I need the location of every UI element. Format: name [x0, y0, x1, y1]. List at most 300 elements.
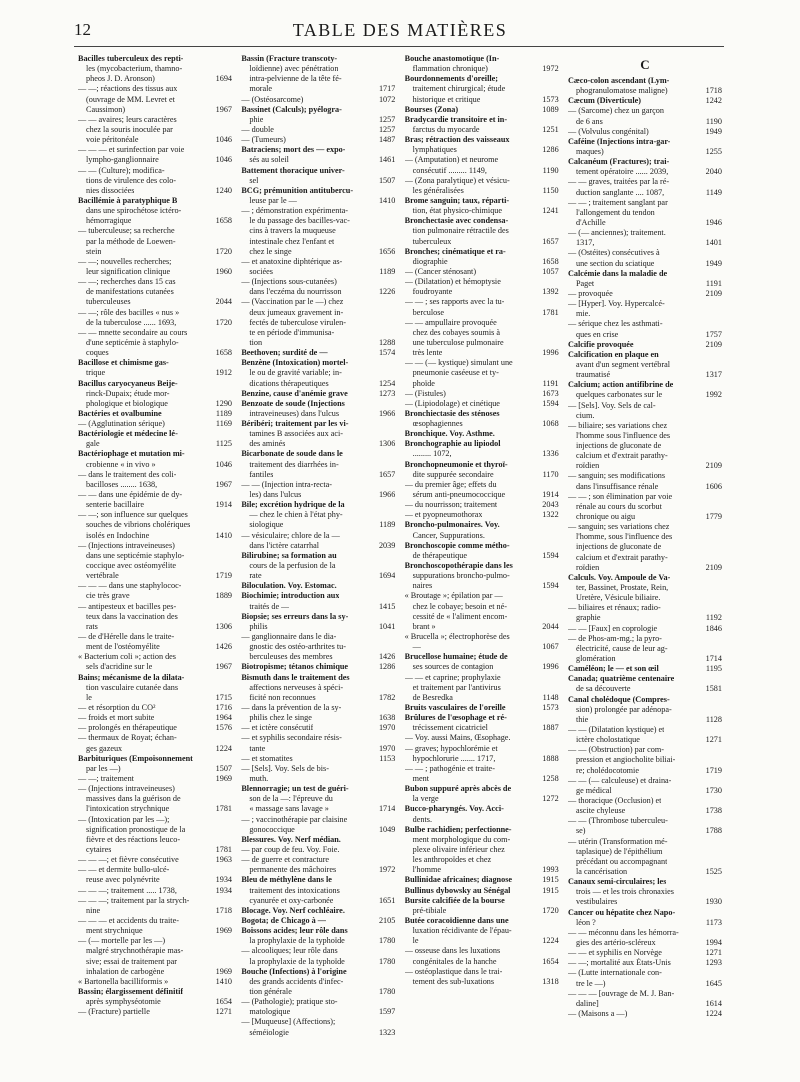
index-entry-text: tre le —) — [575, 978, 606, 988]
index-entry-text: stein — [86, 246, 102, 256]
index-entry-line — [568, 340, 722, 350]
index-entry-text: — [Sels]. Voy. Sels de cal- — [567, 400, 656, 410]
index-entry-text: malgré strychnothérapie mas- — [86, 946, 184, 956]
index-entry-text: — ostéoplastique dans le trai- — [404, 966, 503, 976]
index-entry-line — [405, 206, 559, 216]
index-entry-text: les anthropoïdes et chez — [412, 855, 492, 865]
index-entry-line — [568, 461, 722, 471]
index-entry-line — [241, 946, 395, 956]
index-entry-line — [241, 602, 395, 612]
index-page-ref: 1257 — [378, 114, 396, 124]
index-entry-line — [241, 460, 395, 470]
index-page-ref: 1271 — [705, 735, 722, 745]
index-entry-line — [241, 815, 395, 825]
index-entry-line — [405, 906, 559, 916]
index-page-ref: 1251 — [542, 124, 559, 134]
index-entry-line — [568, 96, 722, 106]
index-entry-text: — et syphilis secondaire résis- — [241, 733, 342, 743]
index-page-ref: 1757 — [705, 329, 722, 339]
index-entry-line — [568, 269, 722, 279]
index-entry-text: ment de l'ostéomyélite — [86, 642, 160, 652]
index-entry-text: — — [Faux] en coprologie — [567, 623, 658, 633]
index-page-ref: 1694 — [215, 74, 232, 84]
index-page-ref: 1525 — [705, 866, 722, 876]
index-entry-text: — — (Thrombose tuberculeu- — [567, 816, 668, 826]
index-entry-line — [241, 277, 395, 287]
index-entry-line — [405, 74, 559, 84]
index-entry-text: Blessures. Voy. Nerf médian. — [241, 834, 341, 844]
index-entry-text: l'intoxication strychnique — [86, 804, 170, 814]
index-entry-line — [241, 429, 395, 439]
index-entry-text: — — (Culture); modifica- — [78, 165, 165, 175]
index-entry-text: ictère cholostatique — [575, 735, 640, 745]
index-page-ref: 1915 — [542, 875, 559, 885]
index-entry-line — [568, 999, 722, 1009]
index-entry-line — [78, 1007, 232, 1017]
index-entry-line — [405, 196, 559, 206]
index-entry-text: Canada; quatrième centenaire — [567, 674, 675, 684]
index-entry-line — [241, 216, 395, 226]
index-entry-line — [568, 603, 722, 613]
index-entry-text: Bacillose et chimisme gas- — [78, 358, 169, 368]
index-entry-text: « Bacterium coli »; action des — [78, 652, 176, 662]
index-page-ref: 1242 — [705, 96, 722, 106]
index-entry-line — [568, 208, 722, 218]
index-page-ref: 1192 — [705, 613, 722, 623]
index-entry-line — [405, 348, 559, 358]
index-entry-text: chez le cobaye; besoin et né- — [412, 601, 507, 611]
index-entry-line — [78, 358, 232, 368]
index-entry-text: Calcium; action antifibrine de — [567, 380, 674, 390]
index-entry-line — [78, 936, 232, 946]
index-entry-line — [78, 642, 232, 652]
index-entry-text: reuse avec polynévrite — [86, 875, 160, 885]
index-page-ref: 1573 — [542, 94, 559, 104]
index-page-ref: 1967 — [215, 479, 232, 489]
index-entry-text: — et pyopneumothorax — [404, 510, 483, 520]
index-page-ref: 1286 — [542, 145, 559, 155]
index-page-ref: 1049 — [378, 824, 396, 834]
index-page-ref: 1125 — [215, 439, 232, 449]
index-entry-line — [568, 451, 722, 461]
index-entry-line — [568, 695, 722, 705]
index-entry-line — [568, 573, 722, 583]
index-page-ref: 1654 — [215, 997, 232, 1007]
index-entry-text: Boissons acides; leur rôle dans — [241, 926, 348, 936]
index-page-ref: 1426 — [215, 642, 232, 652]
index-entry-text: la prophylaxie de la typhoïde — [249, 956, 345, 966]
index-entry-text: dications thérapeutiques — [249, 378, 329, 388]
index-entry-line — [405, 754, 559, 764]
index-entry-text: traitement des intoxications — [249, 885, 340, 895]
index-entry-text: — (Tumeurs) — [241, 135, 286, 145]
index-entry-text: Bursite calcifiée de la bourse — [404, 895, 505, 905]
index-entry-line — [568, 786, 722, 796]
index-entry-text: séméiologie — [249, 1027, 289, 1037]
index-entry-text: de 6 ans — [575, 116, 603, 126]
index-page-ref: 1153 — [379, 753, 396, 763]
index-page-ref: 1150 — [542, 185, 559, 195]
index-entry-text: Bilirubine; sa formation au — [241, 550, 337, 560]
index-entry-text: graphie — [575, 613, 601, 623]
index-entry-line — [405, 135, 559, 145]
index-entry-line — [568, 492, 722, 502]
index-page-ref: 1597 — [378, 1007, 396, 1017]
index-entry-line — [78, 64, 232, 74]
index-entry-line — [405, 946, 559, 956]
index-entry-line — [568, 319, 722, 329]
index-entry-line — [568, 715, 722, 725]
index-entry-text: Calcification en plaque en — [567, 349, 659, 359]
index-entry-text: ges gazeux — [86, 743, 123, 753]
index-entry-text: — (Sarcome) chez un garçon — [567, 106, 664, 116]
index-entry-text: Calcanéum (Fractures); trai- — [567, 157, 670, 167]
index-entry-text: calcium et d'extrait parathy- — [575, 552, 668, 562]
index-entry-line — [405, 247, 559, 257]
index-page-ref: 1969 — [215, 773, 232, 783]
index-page-ref: 1149 — [705, 187, 722, 197]
index-entry-line — [78, 460, 232, 470]
index-page-ref: 1970 — [378, 723, 396, 733]
index-page-ref: 1780 — [378, 956, 396, 966]
index-entry-text: Cancer ou hépatite chez Napo- — [567, 907, 676, 917]
index-entry-text: Brucellose humaine; étude de — [404, 652, 508, 662]
index-entry-line — [241, 226, 395, 236]
index-entry-text: — prolongés en thérapeutique — [78, 723, 177, 733]
index-page-ref: 1888 — [542, 753, 559, 763]
index-entry-text: précédant ou accompagnant — [575, 856, 668, 866]
index-entry-text: — (— anciennes); traitement. — [567, 228, 666, 238]
index-entry-text: sérum anti-pneumococcique — [412, 490, 506, 500]
index-entry-line — [241, 480, 395, 490]
index-page-ref: 1946 — [705, 217, 722, 227]
index-page-ref: 2040 — [705, 167, 722, 177]
index-entry-text: — par coup de feu. Voy. Foie. — [241, 844, 340, 854]
index-entry-line — [241, 744, 395, 754]
index-entry-line — [405, 186, 559, 196]
index-entry-line — [78, 206, 232, 216]
index-entry-text: après symphyséotomie — [86, 997, 161, 1007]
index-entry-text: — et résorption du CO² — [78, 703, 156, 712]
index-entry-text: — — — et accidents du traite- — [78, 915, 179, 925]
index-entry-line — [78, 744, 232, 754]
index-entry-text: — vésiculaire; chlore de la — — [241, 530, 340, 540]
index-entry-text: — — et dermite bullo-ulcé- — [78, 865, 170, 875]
index-entry-line — [568, 766, 722, 776]
index-entry-line — [78, 713, 232, 723]
index-entry-line — [568, 674, 722, 684]
index-entry-line — [78, 987, 232, 997]
index-entry-text: l'homme — [412, 865, 441, 875]
index-entry-line — [241, 247, 395, 257]
index-entry-line — [78, 804, 232, 814]
index-entry-text: — utérin (Transformation mé- — [567, 836, 668, 846]
index-entry-line — [568, 979, 722, 989]
index-entry-line — [405, 95, 559, 105]
index-entry-line — [405, 379, 559, 389]
index-entry-line — [241, 206, 395, 216]
index-entry-text: — alcooliques; leur rôle dans — [241, 946, 338, 956]
index-entry-line — [568, 279, 722, 289]
index-page-ref: 1969 — [215, 966, 232, 976]
index-entry-text: bacilloses ........ 1638, — [86, 479, 158, 489]
index-entry-text: Bronchopneumonie et thyroï- — [404, 459, 508, 469]
index-entry-text: pré-tibiale — [412, 905, 447, 915]
index-entry-line — [78, 591, 232, 601]
index-entry-line — [568, 867, 722, 877]
index-entry-text: Bronchographie au lipiodol — [404, 439, 501, 449]
index-entry-line — [568, 745, 722, 755]
index-entry-line — [241, 987, 395, 997]
index-entry-text: traitement chirurgical; étude — [412, 84, 506, 94]
index-entry-text: hémorragique — [86, 216, 132, 226]
index-entry-text: Bucco-pharyngés. Voy. Acci- — [404, 804, 504, 814]
index-entry-text: d'une septicémie à staphylo- — [86, 337, 179, 347]
index-entry-line — [568, 380, 722, 390]
index-entry-text: « massage sans lavage » — [249, 804, 329, 814]
index-entry-line — [405, 125, 559, 135]
index-entry-line — [568, 117, 722, 127]
index-entry-text: tion pulmonaire rétractile des — [412, 226, 509, 236]
index-entry-line — [405, 541, 559, 551]
index-entry-text: la cancérisation — [575, 866, 628, 876]
index-entry-line — [241, 105, 395, 115]
index-entry-line — [405, 673, 559, 683]
index-entry-line — [405, 267, 559, 277]
index-entry-line — [241, 419, 395, 429]
index-entry-text: dans une septicémie staphylo- — [86, 550, 185, 560]
index-page-ref: 1507 — [215, 763, 232, 773]
index-entry-line — [405, 936, 559, 946]
index-entry-text: — —; mortalité aux États-Unis — [567, 958, 671, 968]
index-entry-text: cyanurée et oxy-carbonée — [249, 895, 334, 905]
index-entry-line — [78, 835, 232, 845]
index-entry-text: ment — [412, 773, 430, 783]
index-entry-text: les (mycobacterium, thamno- — [86, 64, 183, 74]
index-page-ref: 1934 — [215, 875, 232, 885]
index-entry-text: — (Lipiodolage) et cinétique — [404, 398, 500, 408]
index-entry-line — [405, 389, 559, 399]
index-entry-line — [568, 634, 722, 644]
index-entry-text: sés au soleil — [249, 155, 289, 165]
index-entry-text: injections de gluconate de — [575, 441, 662, 451]
index-entry-line — [78, 297, 232, 307]
index-entry-text: ques en crise — [575, 329, 619, 339]
index-page-ref: 1507 — [378, 175, 396, 185]
index-entry-line — [78, 267, 232, 277]
index-entry-line — [405, 84, 559, 94]
index-entry-line — [568, 471, 722, 481]
index-entry-line — [241, 338, 395, 348]
index-entry-line — [405, 358, 559, 368]
index-entry-line — [405, 155, 559, 165]
index-entry-line — [405, 774, 559, 784]
index-entry-text: — (Ostéites) consécutives à — [567, 248, 660, 258]
index-entry-text: très lente — [412, 348, 443, 358]
index-entry-line — [78, 74, 232, 84]
index-entry-line — [405, 500, 559, 510]
index-entry-line — [78, 723, 232, 733]
index-entry-text: deux jumeaux gravement in- — [249, 307, 344, 317]
index-entry-text: pheos J. D. Aronson) — [86, 74, 155, 84]
index-entry-text: dents. — [412, 814, 432, 824]
index-entry-line — [241, 328, 395, 338]
index-entry-line — [78, 308, 232, 318]
index-entry-line — [241, 145, 395, 155]
index-page-ref: 1318 — [542, 976, 559, 986]
index-entry-text: — du premier âge; effets du — [404, 479, 497, 489]
index-entry-line — [405, 409, 559, 419]
index-page-ref: 1780 — [378, 986, 396, 996]
index-entry-text: phoïde — [412, 378, 435, 388]
index-entry-text: hypochlorurie ....... 1717, — [412, 753, 496, 763]
index-entry-line — [568, 441, 722, 451]
index-entry-line — [78, 419, 232, 429]
index-entry-line — [241, 693, 395, 703]
index-entry-line — [405, 145, 559, 155]
index-page-ref: 1046 — [215, 155, 232, 165]
index-entry-line — [568, 847, 722, 857]
index-entry-text: — ; vaccinothérapie par claisine — [241, 814, 348, 824]
index-entry-text: Butée coracoïdienne dans une — [404, 915, 509, 925]
index-entry-text: vertébrale — [86, 571, 119, 581]
index-entry-text: traitement des diarrhées in- — [249, 459, 339, 469]
index-entry-text: dite suppurée secondaire — [412, 469, 494, 479]
index-entry-line — [78, 774, 232, 784]
index-entry-text: Canaux semi-circulaires; les — [567, 877, 667, 887]
index-entry-text: Benzine, cause d'anémie grave — [241, 388, 348, 398]
index-entry-text: — ganglionnaire dans le dia- — [241, 632, 337, 642]
index-page-ref: 1306 — [215, 621, 232, 631]
index-entry-text: le — [412, 936, 419, 946]
index-entry-line — [568, 755, 722, 765]
index-entry-line — [78, 510, 232, 520]
index-entry-line — [405, 733, 559, 743]
index-page-ref: 1657 — [378, 469, 396, 479]
index-entry-text: l'homme sous l'influence des — [575, 430, 671, 440]
index-entry-line — [78, 571, 232, 581]
index-entry-text: — (Maisons a —) — [567, 1008, 628, 1018]
index-entry-line — [405, 896, 559, 906]
index-entry-text: muth. — [249, 773, 269, 783]
index-entry-line — [568, 908, 722, 918]
index-entry-line — [568, 411, 722, 421]
index-entry-line — [405, 237, 559, 247]
index-entry-text: daline] — [575, 998, 599, 1008]
index-entry-text: cours de la perfusion de la — [249, 561, 336, 571]
index-entry-line — [568, 796, 722, 806]
index-entry-text: tement des sub-luxations — [412, 976, 495, 986]
index-page-ref: 2109 — [705, 288, 722, 298]
index-page-ref: 1964 — [215, 713, 232, 723]
index-entry-line — [241, 855, 395, 865]
index-entry-text: — de d'Hérelle dans le traite- — [78, 632, 175, 642]
index-entry-text: trique — [86, 368, 106, 378]
index-entry-text: consécutif ......... 1149, — [412, 165, 487, 175]
index-entry-text: Bassin; élargissement définitif — [78, 986, 184, 996]
index-entry-text: le ou de gravité variable; in- — [249, 368, 342, 378]
index-entry-text: naires — [412, 581, 433, 591]
index-entry-line — [78, 135, 232, 145]
index-entry-line — [241, 764, 395, 774]
index-entry-line — [78, 226, 232, 236]
index-entry-text: — et stomatites — [241, 753, 293, 763]
index-page-ref: 1273 — [378, 388, 396, 398]
index-entry-text: — —; rôle des bacilles « nus » — [78, 307, 180, 317]
index-entry-line — [568, 431, 722, 441]
index-page-ref: 1846 — [705, 623, 722, 633]
index-entry-line — [405, 297, 559, 307]
index-entry-line — [78, 531, 232, 541]
index-entry-text: tuberculeuses — [86, 297, 131, 307]
index-entry-text: dans une spirochétose ictéro- — [86, 206, 182, 216]
index-entry-line — [405, 551, 559, 561]
index-page-ref: 1714 — [705, 654, 722, 664]
index-entry-line — [405, 723, 559, 733]
index-entry-line — [241, 84, 395, 94]
index-entry-line — [241, 957, 395, 967]
index-entry-line — [568, 664, 722, 674]
index-entry-text: lympho-ganglionnaire — [86, 155, 159, 165]
index-entry-line — [568, 593, 722, 603]
index-entry-text: rats — [86, 621, 98, 631]
index-entry-line — [405, 875, 559, 885]
index-entry-line — [78, 957, 232, 967]
index-entry-text: son de la —: l'épreuve du — [249, 794, 333, 804]
index-page-ref: 1889 — [215, 591, 232, 601]
index-entry-line — [241, 1017, 395, 1027]
index-entry-line — [405, 338, 559, 348]
index-entry-line — [241, 1007, 395, 1017]
index-entry-text: de thérapeutique — [412, 550, 467, 560]
index-entry-line — [241, 804, 395, 814]
index-entry-line — [241, 774, 395, 784]
index-entry-text: — — et caprine; prophylaxie — [404, 672, 501, 682]
index-entry-line — [78, 216, 232, 226]
index-entry-text: la verge — [412, 794, 439, 804]
index-entry-line — [241, 520, 395, 530]
index-entry-text: Bourses (Zona) — [404, 104, 459, 114]
index-entry-line — [241, 115, 395, 125]
index-entry-text: loïdienne) avec pénétration — [249, 64, 339, 74]
page-title: TABLE DES MATIÈRES — [292, 20, 508, 40]
index-page-ref: 1966 — [378, 408, 396, 418]
index-entry-line — [78, 561, 232, 571]
index-entry-line — [241, 997, 395, 1007]
index-entry-text: gonococcique — [249, 824, 295, 834]
index-entry-line — [405, 480, 559, 490]
index-entry-text: les) dans l'ulcus — [249, 490, 302, 500]
index-entry-text: phie — [249, 114, 264, 124]
index-entry-line — [568, 938, 722, 948]
index-entry-text: Bronchoscopie comme métho- — [404, 540, 510, 550]
index-entry-line — [78, 176, 232, 186]
index-page-ref: 1290 — [215, 398, 232, 408]
index-page-ref: 1148 — [542, 692, 559, 702]
index-entry-line — [568, 735, 722, 745]
index-page-ref: 1272 — [542, 794, 559, 804]
index-entry-line — [405, 967, 559, 977]
index-page-ref: 1226 — [378, 287, 396, 297]
index-page-ref: 1934 — [215, 885, 232, 895]
index-entry-text: Biochimie; introduction aux — [241, 591, 340, 601]
index-entry-line — [78, 946, 232, 956]
index-entry-line — [78, 612, 232, 622]
index-entry-text: Bacilles tuberculeux des repti- — [78, 54, 184, 63]
index-entry-text: lymphatiques — [412, 145, 457, 155]
index-entry-line — [405, 439, 559, 449]
index-entry-text: berculose — [412, 307, 445, 317]
